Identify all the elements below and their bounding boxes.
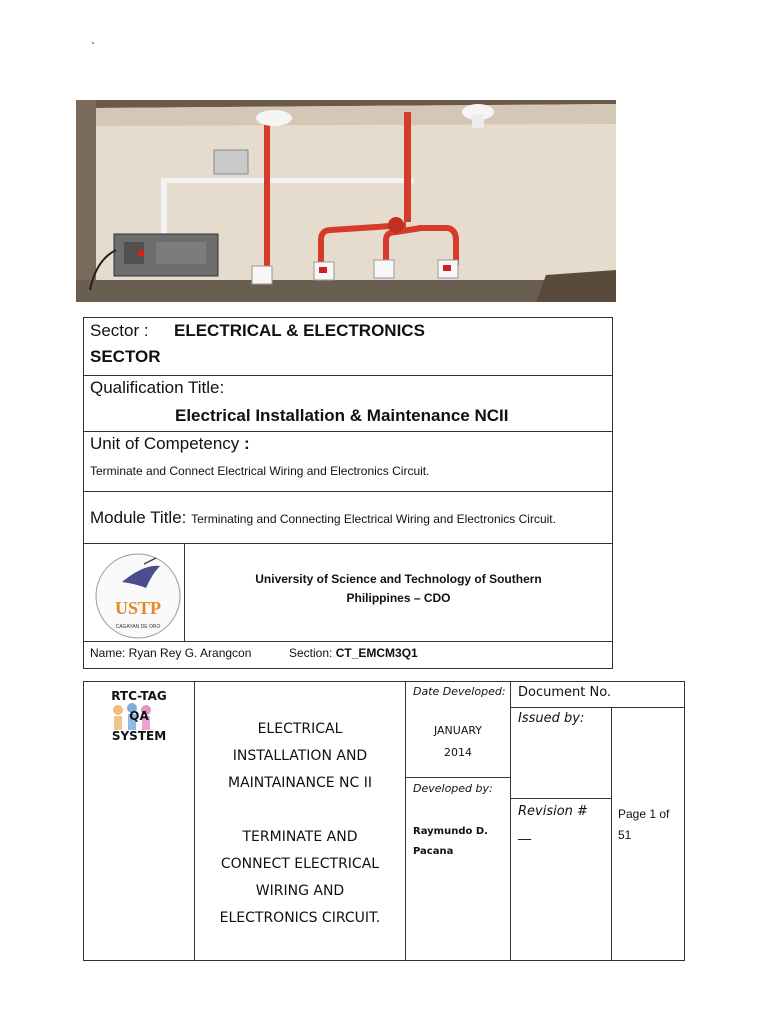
program-title-line2: INSTALLATION AND [232,748,368,764]
logo-text: USTP [114,598,162,618]
cover-photo [76,100,616,302]
student-name: Name: Ryan Rey G. Arangcon [90,646,252,660]
program-title-line3: MAINTAINANCE NC II [228,775,372,791]
document-header-table [83,681,685,961]
date-developed-value [406,720,510,764]
stray-mark: ` [91,40,95,54]
sector-value-line1: ELECTRICAL & ELECTRONICS [174,321,425,340]
qualification-label: Qualification Title: [90,378,225,397]
unit-title-line1: TERMINATE AND [242,829,358,845]
program-title [195,716,405,797]
date-month: JANUARY [433,724,483,737]
section-value: CT_EMCM3Q1 [335,646,418,660]
date-year: 2014 [444,746,472,759]
module-title-group [90,508,556,528]
unit-of-competency-row [84,432,612,492]
unit-title-line2: CONNECT ELECTRICAL [220,856,380,872]
revision-label: Revision # [518,804,588,819]
divider [510,707,684,708]
unit-label-group [90,434,250,454]
developer-line1: Raymundo D. [413,826,488,837]
developer-line2: Pacana [413,846,454,857]
sector-value-line2: SECTOR [90,347,161,366]
sector-row [84,318,612,376]
name-section-row [84,642,612,668]
rtc-tag-qa-system [84,686,194,746]
logo-subtext: CAGAYAN DE ORO [115,624,161,630]
cover-info-table [83,317,613,669]
developed-by-label: Developed by: [413,782,493,795]
revision-field [518,801,588,845]
divider [405,777,510,778]
developer-name [413,822,488,862]
rtc-line1: RTC-TAG [111,689,167,703]
university-name [185,570,612,608]
divider [510,682,511,960]
rtc-line2: QA [129,709,149,723]
unit-title-line4: ELECTRONICS CIRCUIT. [219,910,381,926]
unit-label-colon: : [244,434,250,453]
section-group [289,646,418,660]
module-label: Module Title: [90,508,187,527]
section-label: Section: [289,646,333,660]
issued-by-label: Issued by: [518,711,585,726]
sector-label: Sector : [90,321,149,340]
divider [611,708,612,960]
qualification-value: Electrical Installation & Maintenance NCII [175,406,509,425]
unit-value: Terminate and Connect Electrical Wiring and Electronics Circuit. [90,464,430,478]
unit-title-line3: WIRING AND [255,883,345,899]
unit-label: Unit of Competency [90,434,240,453]
module-title-row [84,492,612,544]
divider [510,798,611,799]
rtc-line3: SYSTEM [111,729,167,743]
university-row [84,544,612,642]
document-no-label: Document No. [518,685,612,700]
page-line1: Page 1 of [618,807,670,821]
university-line1: University of Science and Technology of Southern [255,572,542,586]
revision-value: __ [518,826,531,841]
module-value: Terminating and Connecting Electrical Wiring and Electronics Circuit. [191,512,556,526]
program-title-line1: ELECTRICAL [257,721,343,737]
university-line2: Philippines – CDO [346,591,451,605]
page-line2: 51 [618,828,632,842]
date-developed-label: Date Developed: [413,685,506,698]
ustp-logo-icon [84,544,184,642]
page-count [618,804,669,846]
ustp-logo-cell [84,544,185,642]
qualification-row [84,376,612,432]
unit-title [195,824,405,932]
